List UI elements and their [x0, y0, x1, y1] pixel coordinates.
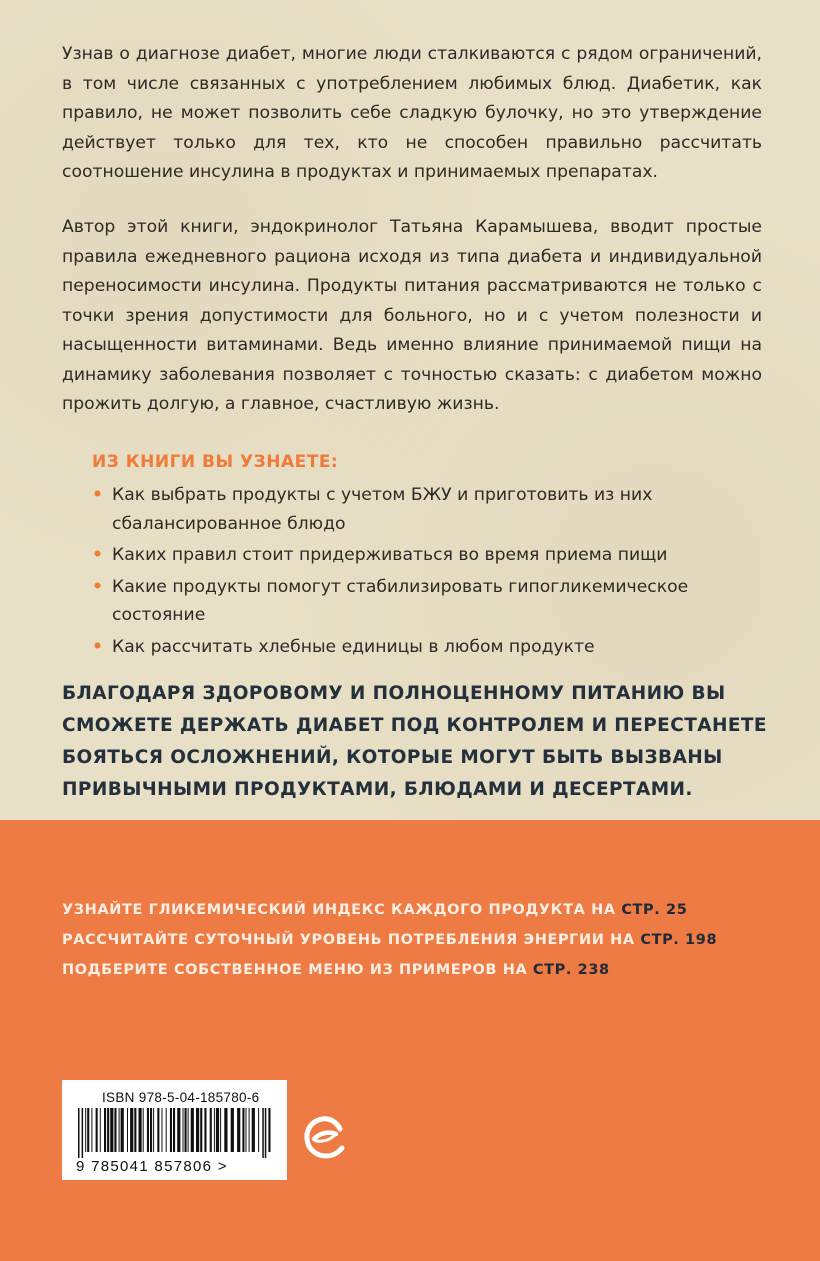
barcode-bar — [185, 1108, 187, 1152]
barcode-bar — [252, 1108, 255, 1152]
barcode-bars — [76, 1108, 273, 1158]
page-reference-text: РАССЧИТАЙТЕ СУТОЧНЫЙ УРОВЕНЬ ПОТРЕБЛЕНИЯ ЭНЕРГИИ НА — [62, 932, 641, 948]
closing-statement: БЛАГОДАРЯ ЗДОРОВОМУ И ПОЛНОЦЕННОМУ ПИТАНИЮ ВЫ СМОЖЕТЕ ДЕРЖАТЬ ДИАБЕТ ПОД КОНТРОЛЕМ И ПЕРЕСТАНЕТЕ БОЯТЬСЯ ОСЛОЖНЕНИЙ, КОТОРЫЕ МОГУТ БЫТЬ ВЫЗВАНЫ ПРИВЫЧНЫМИ ПРОДУКТАМИ, БЛЮДАМИ И ДЕСЕРТАМИ. — [62, 683, 767, 800]
barcode-bar — [200, 1108, 202, 1152]
publisher-e-logo-icon — [300, 1112, 350, 1162]
barcode-bar — [268, 1108, 270, 1152]
barcode-bar — [188, 1108, 189, 1152]
barcode-bar — [258, 1108, 259, 1152]
barcode-bar — [82, 1108, 84, 1158]
barcode-bar — [183, 1108, 184, 1152]
barcode-bar — [134, 1108, 136, 1152]
barcode-bar — [150, 1108, 152, 1152]
barcode-bar — [231, 1108, 234, 1152]
barcode-bar — [153, 1108, 154, 1152]
learn-item-text: Как выбрать продукты с учетом БЖУ и приготовить из них сбалансированное блюдо — [112, 485, 653, 534]
barcode-bar — [246, 1108, 247, 1152]
isbn-text: ISBN 978-5-04-185780-6 — [102, 1090, 260, 1105]
barcode-bar — [262, 1108, 264, 1158]
barcode-bar — [224, 1108, 227, 1152]
page-reference-line — [62, 925, 717, 955]
barcode-bar — [147, 1108, 149, 1152]
barcode-bar — [216, 1108, 219, 1152]
learn-item-text: Каких правил стоит придерживаться во время приема пищи — [112, 545, 668, 565]
bullet-icon: • — [92, 576, 103, 597]
learn-item-text: Как рассчитать хлебные единицы в любом продукте — [112, 636, 595, 657]
page-references — [62, 895, 717, 985]
barcode-bar — [91, 1108, 92, 1152]
barcode-bar — [87, 1108, 89, 1152]
page-number: СТР. 238 — [532, 962, 610, 978]
barcode-bar — [162, 1108, 163, 1152]
barcode-bar — [100, 1108, 101, 1152]
learn-heading: ИЗ КНИГИ ВЫ УЗНАЕТЕ: — [92, 452, 339, 472]
page-reference-line — [62, 895, 717, 925]
barcode-bar — [166, 1108, 167, 1152]
barcode-bar — [157, 1108, 159, 1152]
barcode-bar — [119, 1108, 120, 1152]
page-reference-text: ПОДБЕРИТЕ СОБСТВЕННОЕ МЕНЮ ИЗ ПРИМЕРОВ НА — [62, 962, 533, 978]
bullet-icon: • — [92, 636, 103, 657]
learn-list-item — [90, 573, 770, 630]
page-reference-text: УЗНАЙТЕ ГЛИКЕМИЧЕСКИЙ ИНДЕКС КАЖДОГО ПРОДУКТА НА — [62, 902, 622, 918]
barcode-bar — [173, 1108, 175, 1152]
page-reference-line — [62, 955, 717, 985]
barcode-bar — [177, 1108, 180, 1152]
barcode-bar — [249, 1108, 250, 1152]
barcode-bar — [85, 1108, 86, 1152]
barcode-bar — [204, 1108, 206, 1152]
page-number: СТР. 198 — [640, 932, 718, 948]
barcode-bar — [121, 1108, 124, 1152]
lower-orange-panel — [0, 820, 820, 1261]
barcode-box — [62, 1080, 287, 1180]
barcode-bar — [107, 1108, 109, 1152]
barcode-bar — [139, 1108, 142, 1152]
ean-digits: 9 785041 857806 > — [76, 1158, 228, 1175]
barcode-bar — [104, 1108, 106, 1152]
barcode-bar — [110, 1108, 113, 1152]
barcode-bar — [210, 1108, 212, 1152]
barcode-bar — [265, 1108, 267, 1158]
barcode-bar — [220, 1108, 221, 1152]
learn-list-item — [90, 541, 770, 570]
description-paragraph-1: Узнав о диагнозе диабет, многие люди сталкиваются с рядом ограничений, в том числе связанных с употреблением любимых блюд. Диабетик, как правило, не может позволить себе сладкую булочку, но это утверждение действует только для тех, кто не способен правильно рассчитать соотношение инсулина в продуктах и принимаемых препаратах. — [62, 44, 762, 182]
barcode-bar — [78, 1108, 80, 1158]
bullet-icon: • — [92, 485, 103, 505]
barcode-bar — [191, 1108, 194, 1152]
barcode-bar — [242, 1108, 244, 1152]
barcode-bar — [130, 1108, 133, 1152]
description-paragraph-2: Автор этой книги, эндокринолог Татьяна Карамышева, вводит простые правила ежедневного рациона исходя из типа диабета и индивидуальной переносимости инсулина. Продукты питания рассматриваются не только с точки зрения допустимости для больного, но и с учетом полезности и насыщенности витаминами. Ведь именно влияние принимаемой пищи на динамику заболевания позволяет с точностью сказать: с диабетом можно прожить долгую, а главное, счастливую жизнь. — [62, 217, 762, 414]
barcode-bar — [114, 1108, 116, 1152]
learn-item-text: Какие продукты помогут стабилизировать гипогликемическое состояние — [112, 576, 689, 625]
page-number: СТР. 25 — [621, 902, 688, 918]
barcode-bar — [237, 1108, 240, 1152]
barcode-bar — [214, 1108, 215, 1152]
learn-list-item — [90, 633, 770, 662]
learn-list — [90, 481, 770, 664]
barcode-bar — [127, 1108, 128, 1152]
learn-list-item — [90, 481, 770, 538]
bullet-icon: • — [92, 545, 103, 565]
barcode-bar — [96, 1108, 98, 1152]
barcode-bar — [196, 1108, 199, 1152]
barcode-bar — [143, 1108, 144, 1152]
barcode-bar — [170, 1108, 172, 1152]
